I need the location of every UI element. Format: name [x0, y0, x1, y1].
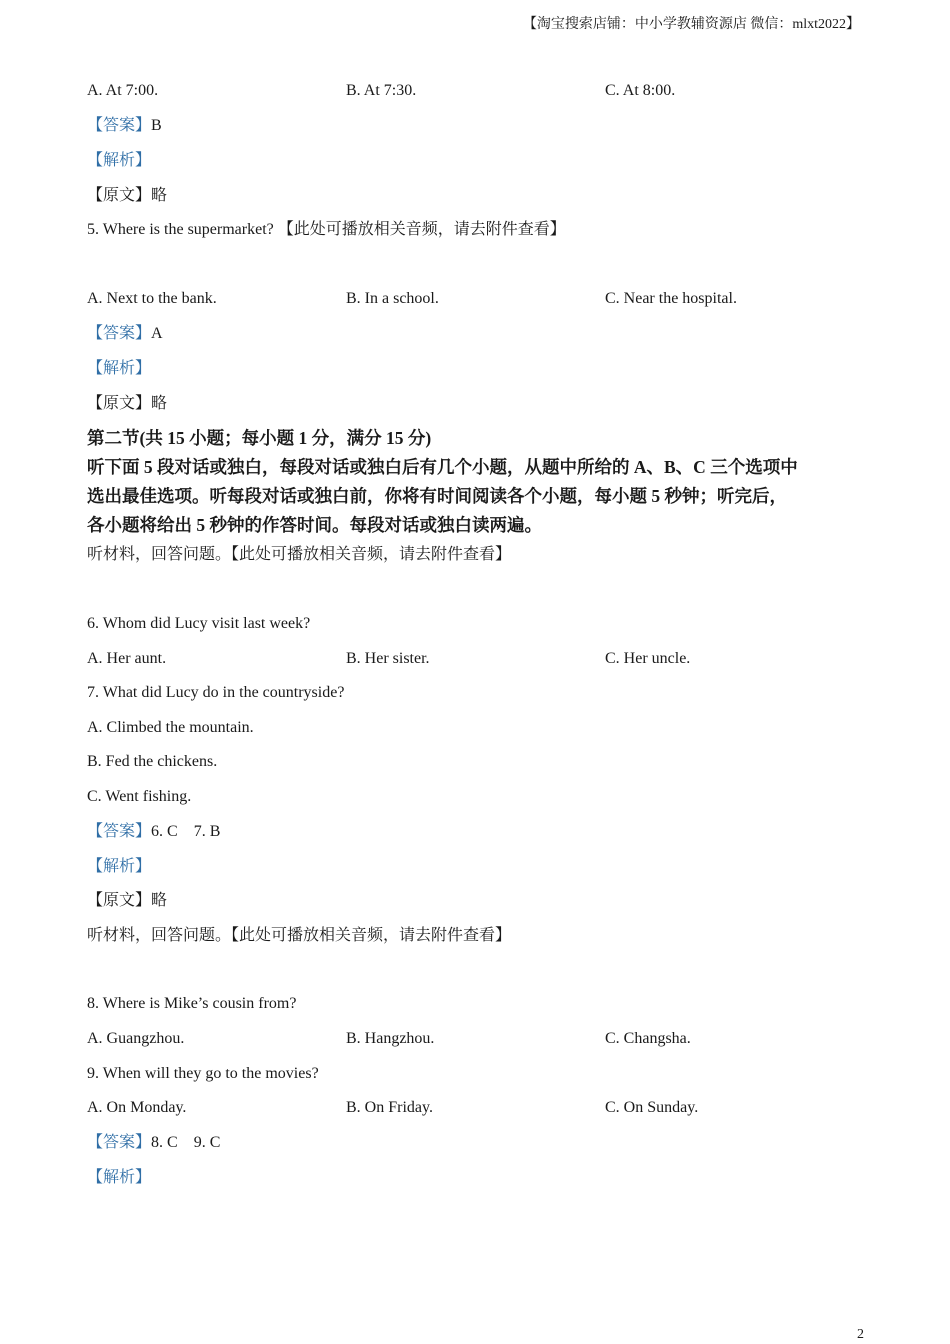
- section2-instruction-line: 选出最佳选项。听每段对话或独白前，你将有时间阅读各个小题，每小题 5 秒钟；听完后，: [87, 486, 787, 506]
- answer-value: A: [151, 325, 163, 342]
- q4-original: 【原文】略: [87, 187, 168, 204]
- q4-option-b: B. At 7:30.: [346, 82, 417, 99]
- q4-option-c: C. At 8:00.: [605, 82, 676, 99]
- q5-original: 【原文】略: [87, 395, 168, 412]
- q9-option-a: A. On Monday.: [87, 1099, 187, 1116]
- group1-prompt: 听材料，回答问题。【此处可播放相关音频，请去附件查看】: [87, 546, 512, 563]
- answer-value: 8. C 9. C: [151, 1134, 221, 1151]
- group1-answer: [87, 822, 220, 842]
- q5-question: 5. Where is the supermarket? 【此处可播放相关音频，请去附件查看】: [87, 221, 566, 238]
- page-header: 【淘宝搜索店铺：中小学教辅资源店 微信：mlxt2022】: [522, 17, 860, 32]
- q6-option-b: B. Her sister.: [346, 650, 430, 667]
- group2-analysis: 【解析】: [87, 1169, 152, 1186]
- q8-option-a: A. Guangzhou.: [87, 1030, 185, 1047]
- q7-option-b: B. Fed the chickens.: [87, 753, 218, 770]
- section2-title: 第二节(共 15 小题；每小题 1 分，满分 15 分): [87, 428, 432, 448]
- q6-option-a: A. Her aunt.: [87, 650, 167, 667]
- group1-original: 【原文】略: [87, 892, 168, 909]
- q8-option-c: C. Changsha.: [605, 1030, 691, 1047]
- q4-option-a: A. At 7:00.: [87, 82, 159, 99]
- answer-tag: 【答案】: [87, 823, 152, 840]
- q4-analysis: 【解析】: [87, 152, 152, 169]
- q6-question: 6. Whom did Lucy visit last week?: [87, 615, 311, 632]
- q8-option-b: B. Hangzhou.: [346, 1030, 435, 1047]
- section2-instruction-line: 各小题将给出 5 秒钟的作答时间。每段对话或独白读两遍。: [87, 515, 542, 535]
- group2-answer: [87, 1133, 220, 1153]
- answer-value: B: [151, 117, 162, 134]
- q9-question: 9. When will they go to the movies?: [87, 1065, 319, 1082]
- q5-option-b: B. In a school.: [346, 290, 439, 307]
- section2-instruction-line: 听下面 5 段对话或独白，每段对话或独白后有几个小题，从题中所给的 A、B、C 三个选项中: [87, 457, 798, 477]
- answer-tag: 【答案】: [87, 117, 152, 134]
- group1-analysis: 【解析】: [87, 858, 152, 875]
- q7-option-a: A. Climbed the mountain.: [87, 719, 254, 736]
- q6-option-c: C. Her uncle.: [605, 650, 691, 667]
- q5-option-c: C. Near the hospital.: [605, 290, 737, 307]
- group2-prompt: 听材料，回答问题。【此处可播放相关音频，请去附件查看】: [87, 927, 512, 944]
- q9-option-b: B. On Friday.: [346, 1099, 433, 1116]
- q9-option-c: C. On Sunday.: [605, 1099, 699, 1116]
- q5-analysis: 【解析】: [87, 360, 152, 377]
- q4-answer: [87, 116, 162, 136]
- answer-tag: 【答案】: [87, 325, 152, 342]
- answer-value: 6. C 7. B: [151, 823, 221, 840]
- q5-option-a: A. Next to the bank.: [87, 290, 217, 307]
- answer-tag: 【答案】: [87, 1134, 152, 1151]
- q5-answer: [87, 324, 163, 344]
- q7-option-c: C. Went fishing.: [87, 788, 192, 805]
- q8-question: 8. Where is Mike’s cousin from?: [87, 995, 297, 1012]
- q7-question: 7. What did Lucy do in the countryside?: [87, 684, 345, 701]
- page-number: 2: [857, 1327, 864, 1342]
